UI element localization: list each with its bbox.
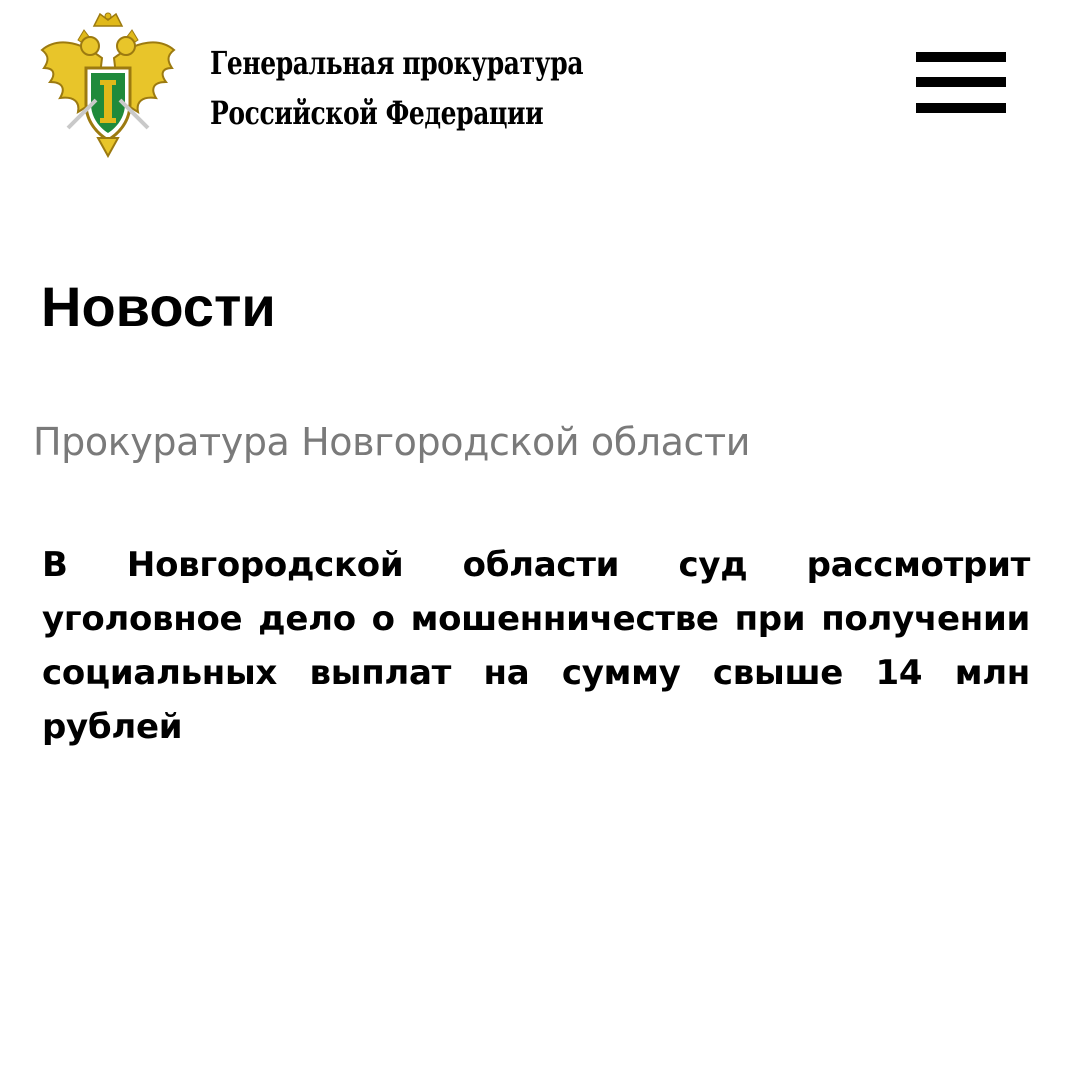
menu-bar-middle bbox=[916, 77, 1006, 87]
organization-name-line-2: Российской Федерации bbox=[210, 94, 544, 132]
menu-bar-bottom bbox=[916, 103, 1006, 113]
organization-name[interactable] bbox=[210, 38, 616, 138]
region-label[interactable]: Прокуратура Новгородской области bbox=[33, 420, 751, 464]
news-headline[interactable]: В Новгородской области суд рассмотрит уголовное дело о мошенничестве при получении социальных выплат на сумму свыше 14 млн рублей bbox=[42, 545, 1030, 747]
page-title: Новости bbox=[41, 275, 276, 338]
site-header bbox=[0, 0, 1080, 170]
prosecutor-emblem-icon[interactable] bbox=[38, 10, 178, 158]
hamburger-menu-icon[interactable] bbox=[916, 52, 1006, 116]
organization-name-line-1: Генеральная прокуратура bbox=[210, 44, 584, 82]
menu-bar-top bbox=[916, 52, 1006, 62]
